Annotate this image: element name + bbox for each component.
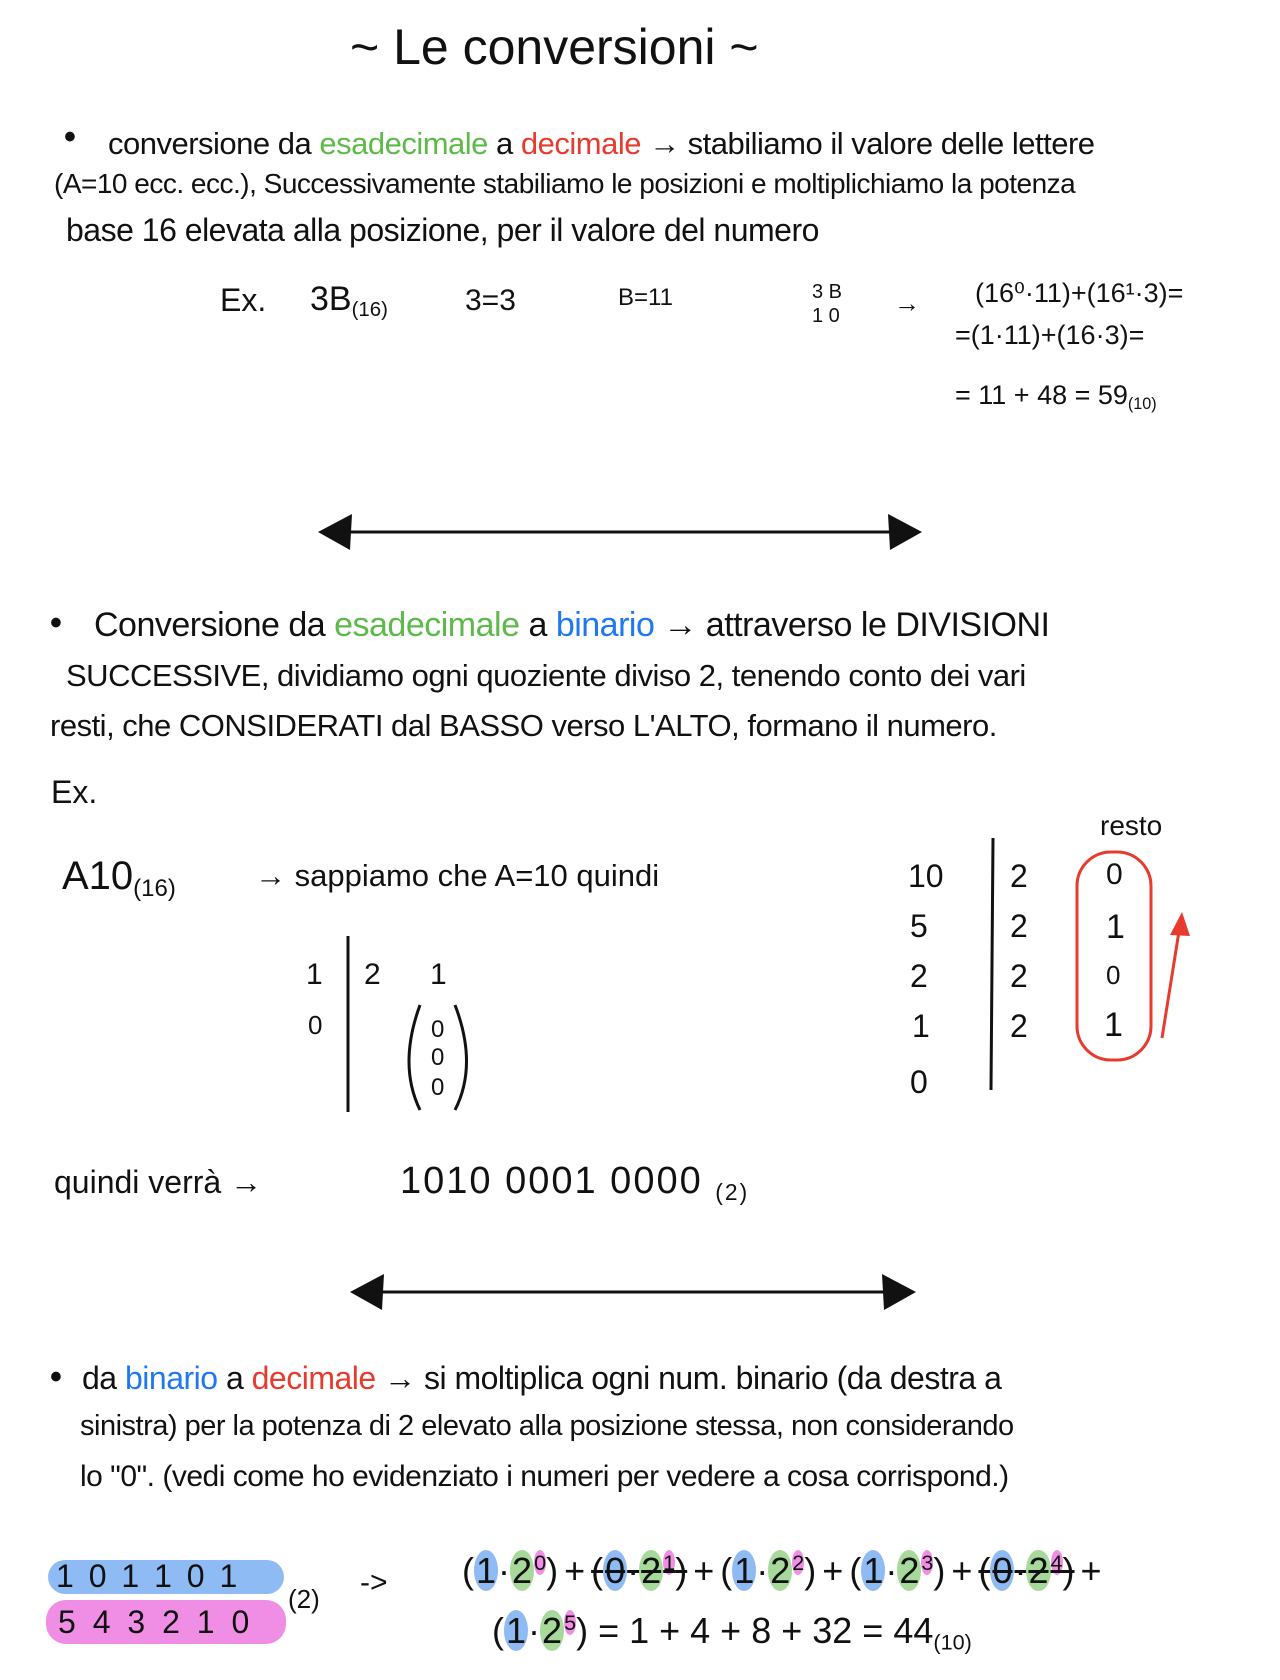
- expansion-line2: [492, 1612, 972, 1653]
- section1-line2: (A=10 ecc. ecc.), Successivamente stabiliamo le posizioni e moltiplichiamo la potenza: [54, 168, 1076, 199]
- keyword-decimal: decimale: [251, 1360, 376, 1396]
- remainder-header: resto: [1100, 810, 1163, 841]
- zero: 0: [431, 1074, 445, 1101]
- plus-sign: +: [951, 1550, 973, 1591]
- section2-line3: resti, che CONSIDERATI dal BASSO verso L'ALTO, formano il numero.: [50, 708, 997, 743]
- term: $(0\cdot 2^1)$: [591, 1550, 688, 1591]
- dividend: 1: [306, 958, 323, 991]
- base-two: 2: [899, 1550, 920, 1591]
- section3-line3: lo "0". (vedi come ho evidenziato i numeri per vedere a cosa corrispond.): [80, 1460, 1009, 1493]
- base-two: 2: [1028, 1550, 1049, 1591]
- section2-line1: [94, 608, 1050, 642]
- equation-line1: (16⁰·11)+(16¹·3)=: [975, 278, 1184, 308]
- section3-line2: sinistra) per la potenza di 2 elevato alla posizione stessa, non considerando: [80, 1410, 1014, 1442]
- text: da: [82, 1360, 125, 1396]
- value-3: 3=3: [465, 284, 516, 317]
- text: → stabiliamo il valore delle lettere: [640, 126, 1095, 161]
- digits-positions: 1 0: [812, 305, 840, 327]
- term: $(1\cdot 2^3)$: [849, 1550, 946, 1591]
- base-two: 2: [770, 1550, 791, 1591]
- equation-line2: =(1·11)+(16·3)=: [955, 320, 1145, 350]
- exponent: 1: [663, 1550, 676, 1575]
- divisor: 2: [1010, 958, 1028, 994]
- dividend: 1: [912, 1008, 930, 1044]
- text: Conversione da: [94, 606, 335, 644]
- digit: 0: [992, 1550, 1013, 1591]
- expansion-line1: [462, 1552, 1108, 1589]
- term: $(0\cdot 2^4)$: [978, 1550, 1075, 1591]
- keyword-decimal: decimale: [520, 126, 641, 161]
- keyword-binary: binario: [124, 1360, 218, 1396]
- section3-line1: [82, 1362, 1001, 1394]
- bullet: •: [64, 118, 76, 156]
- term: $(1\cdot 2^5)$: [492, 1610, 589, 1651]
- divisor: 2: [364, 958, 381, 991]
- separator-arrow-1: [318, 514, 922, 550]
- result-binary: [400, 1162, 749, 1204]
- dividend: 0: [308, 1010, 323, 1040]
- section1-line3: base 16 elevata alla posizione, per il valore del numero: [66, 212, 819, 248]
- keyword-hexadecimal: esadecimale: [319, 126, 488, 161]
- remainder: 0: [1106, 858, 1123, 891]
- text: → si moltiplica ogni num. binario (da destra a: [375, 1360, 1002, 1396]
- digit: 1: [863, 1550, 884, 1591]
- example-label: Ex.: [220, 282, 267, 318]
- divisor: 2: [1010, 908, 1028, 944]
- page-title: ~ Le conversioni ~: [350, 19, 759, 75]
- separator-arrow-2: [350, 1274, 916, 1310]
- divisor: 2: [1010, 858, 1028, 894]
- remainder: 0: [1106, 960, 1121, 990]
- equation-line3: [955, 382, 1157, 412]
- digit: 1: [506, 1610, 527, 1651]
- plus-sign: +: [1080, 1550, 1102, 1591]
- digits-top: 3 B: [812, 281, 843, 303]
- value-b: B=11: [618, 284, 673, 311]
- dividend: 5: [910, 908, 928, 944]
- base: (2): [715, 1178, 750, 1205]
- zero: 0: [431, 1044, 445, 1071]
- binary-number: 1 0 1 1 0 1: [56, 1558, 241, 1594]
- arrow: ->: [360, 1566, 388, 1599]
- plus-sign: +: [822, 1550, 844, 1591]
- result-label: quindi verrà →: [54, 1164, 263, 1200]
- exponent: 5: [564, 1610, 577, 1635]
- base: (16): [351, 299, 388, 322]
- digit: 0: [605, 1550, 626, 1591]
- digit: 1: [734, 1550, 755, 1591]
- division-line: [991, 838, 993, 1090]
- term: $(1\cdot 2^2)$: [720, 1550, 817, 1591]
- sum: = 11 + 48 = 59: [955, 380, 1128, 410]
- base-two: 2: [641, 1550, 662, 1591]
- divisor: 2: [1010, 1008, 1028, 1044]
- remainder: 1: [1106, 908, 1125, 946]
- exponent: 3: [921, 1550, 934, 1575]
- text: a: [519, 606, 556, 644]
- plus-sign: +: [564, 1550, 586, 1591]
- section2-line2: SUCCESSIVE, dividiamo ogni quoziente diviso 2, tenendo conto dei vari: [66, 658, 1026, 693]
- plus-sign: +: [693, 1550, 715, 1591]
- zero: 0: [431, 1016, 445, 1043]
- text: a: [487, 126, 521, 161]
- example-number: [62, 856, 176, 901]
- arrow: →: [894, 288, 920, 318]
- dividend: 2: [910, 958, 928, 994]
- text: → attraverso le DIVISIONI: [654, 606, 1050, 644]
- base-two: 2: [542, 1610, 563, 1651]
- term: $(1\cdot 2^0)$: [462, 1550, 559, 1591]
- exponent: 0: [534, 1550, 547, 1575]
- dividend: 10: [908, 858, 944, 894]
- hex-value: 3B: [310, 280, 352, 318]
- remainder: 1: [1104, 1006, 1123, 1044]
- keyword-hexadecimal: esadecimale: [334, 606, 520, 644]
- base-two: 2: [512, 1550, 533, 1591]
- base: (16): [133, 875, 176, 903]
- exponent: 2: [792, 1550, 805, 1575]
- sum: = 1 + 4 + 8 + 32 = 44: [598, 1610, 934, 1651]
- text: a: [217, 1360, 252, 1396]
- example-explanation: → sappiamo che A=10 quindi: [255, 858, 660, 893]
- upward-red-arrow: [1162, 912, 1190, 1038]
- section1-line1: [108, 128, 1095, 159]
- keyword-binary: binario: [555, 606, 655, 644]
- example-number: [310, 282, 388, 321]
- digit: 1: [476, 1550, 497, 1591]
- text: conversione da: [108, 126, 320, 161]
- bit-positions: 5 4 3 2 1 0: [58, 1604, 254, 1640]
- binary-base: (2): [288, 1584, 320, 1614]
- binary-value: 1010 0001 0000: [400, 1160, 703, 1202]
- hex-value: A10: [62, 854, 134, 898]
- bullet: •: [50, 604, 62, 642]
- quotient: 1: [430, 958, 447, 991]
- exponent: 4: [1050, 1550, 1063, 1575]
- bullet: •: [50, 1358, 62, 1396]
- example-label: Ex.: [51, 774, 98, 810]
- base: (10): [1127, 394, 1157, 413]
- dividend: 0: [910, 1064, 928, 1100]
- base: (10): [933, 1629, 972, 1655]
